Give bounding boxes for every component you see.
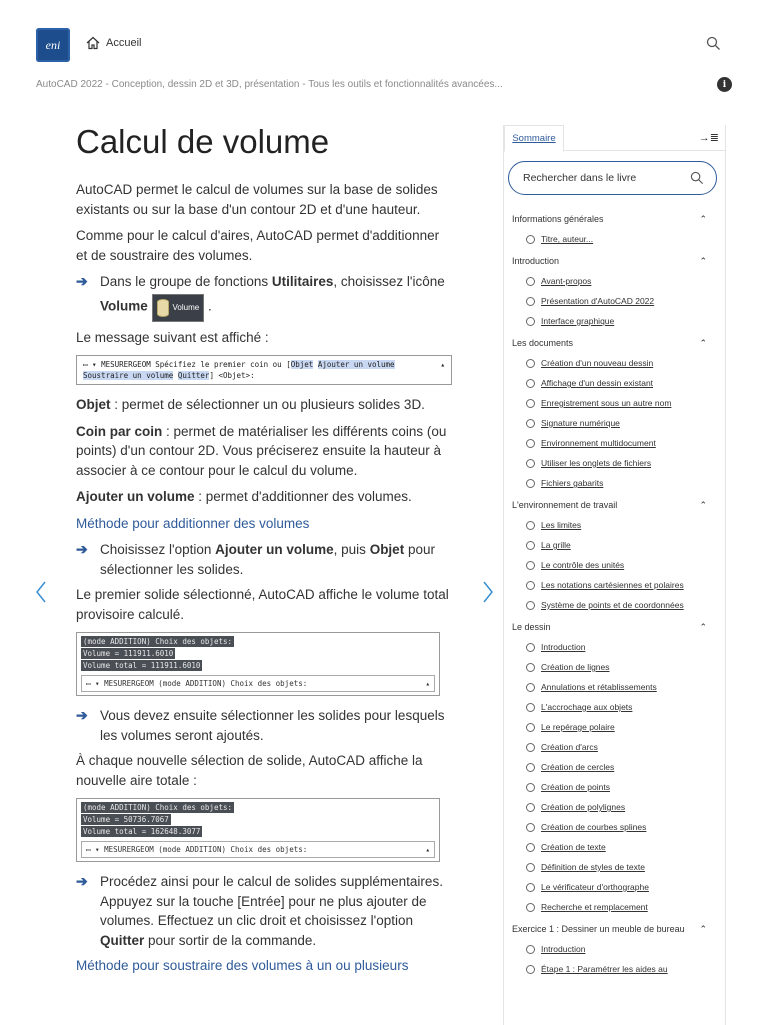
toc-item[interactable] — [504, 535, 725, 555]
toc-item[interactable] — [504, 857, 725, 877]
text: Procédez ainsi pour le calcul de solides supplémentaires. Appuyez sur la touche [Entrée] pour ne plus ajouter de volumes. Effectuez un clic droit et choisissez l'option — [100, 874, 443, 928]
cmd-option: Quitter — [177, 371, 210, 380]
toc-item-label[interactable]: Titre, auteur... — [541, 234, 594, 244]
radio-circle-icon — [526, 663, 535, 672]
cmd-text: MESURERGEOM (mode ADDITION) Choix des objets: — [104, 845, 308, 854]
toc-item-label[interactable]: Recherche et remplacement — [541, 902, 648, 912]
arrow-right-icon: ➔ — [76, 541, 88, 557]
chevron-up-icon[interactable]: ⌃ — [699, 923, 707, 934]
chevron-up-icon[interactable]: ⌃ — [699, 337, 707, 348]
text: . — [207, 298, 212, 314]
chevron-up-icon: ▴ — [425, 845, 430, 854]
table-of-contents — [503, 125, 726, 1025]
toc-item[interactable] — [504, 271, 725, 291]
toc-section-header[interactable] — [504, 919, 725, 939]
command-icon: ▭ ▾ — [86, 845, 105, 854]
toc-item[interactable] — [504, 433, 725, 453]
volume-button-label: Volume — [172, 302, 200, 312]
radio-circle-icon — [526, 479, 535, 488]
collapse-sidebar-icon[interactable]: →≣ — [698, 132, 719, 144]
command-line-screenshot — [76, 355, 452, 385]
cmd-option: Ajouter un volume — [317, 360, 395, 369]
toc-item-label[interactable]: Avant-propos — [541, 276, 592, 286]
cmd-text: MESURERGEOM Spécifiez le premier coin ou [ — [101, 360, 291, 369]
command-bar — [81, 675, 435, 692]
toc-item-label[interactable]: Les notations cartésiennes et polaires — [541, 580, 684, 590]
radio-circle-icon — [526, 561, 535, 570]
text-bold: Ajouter un volume — [76, 489, 195, 504]
toc-section — [504, 919, 725, 979]
toc-item[interactable] — [504, 737, 725, 757]
cmd-text: ] <Objet>: — [209, 371, 255, 380]
radio-circle-icon — [526, 581, 535, 590]
toc-section-title: Exercice 1 : Dessiner un meuble de bureau — [512, 924, 685, 934]
text-bold: Objet — [76, 397, 111, 412]
toc-item[interactable] — [504, 291, 725, 311]
cylinder-icon — [157, 299, 169, 317]
search-icon[interactable] — [690, 171, 704, 185]
toc-section — [504, 333, 725, 493]
text: : permet d'additionner des volumes. — [194, 489, 412, 504]
radio-circle-icon — [526, 803, 535, 812]
chevron-up-icon: ▴ — [425, 679, 430, 688]
text: : permet de matérialiser les différents coins (ou points) d'un contour 2D. Vous préciserez ensuite la hauteur à associer à ce contour pour le calcul du volume. — [76, 423, 447, 478]
text: , puis — [333, 542, 370, 557]
toc-item[interactable] — [504, 311, 725, 331]
radio-circle-icon — [526, 783, 535, 792]
breadcrumb[interactable]: AutoCAD 2022 - Conception, dessin 2D et 3D, présentation - Tous les outils et fonctionnalités avancées... — [36, 79, 503, 90]
toc-item[interactable] — [504, 817, 725, 837]
command-icon: ▭ ▾ — [86, 679, 105, 688]
search-placeholder: Rechercher dans le livre — [523, 172, 637, 184]
text: Dans le groupe de fonctions — [100, 274, 272, 289]
toc-item[interactable] — [504, 373, 725, 393]
terminal-line: Volume total = 162648.3077 — [83, 827, 201, 836]
command-icon: ▭ ▾ — [83, 360, 102, 369]
text-bold: Coin par coin — [76, 423, 163, 439]
chevron-up-icon[interactable]: ⌃ — [699, 255, 707, 266]
toc-section — [504, 209, 725, 249]
toc-item[interactable] — [504, 757, 725, 777]
paragraph — [76, 487, 452, 507]
toc-item-label[interactable]: Affichage d'un dessin existant — [541, 378, 654, 388]
page-title: Calcul de volume — [76, 123, 330, 160]
previous-page-arrow-icon[interactable] — [34, 580, 48, 604]
terminal-line: (mode ADDITION) Choix des objets: — [83, 803, 233, 812]
toc-item-label[interactable]: Interface graphique — [541, 316, 615, 326]
terminal-line: Volume total = 111911.6010 — [83, 661, 201, 670]
toc-item[interactable] — [504, 959, 725, 979]
toc-item[interactable] — [504, 515, 725, 535]
toc-item-label[interactable]: Définition de styles de texte — [541, 862, 645, 872]
toc-item-label[interactable]: Création de polylignes — [541, 802, 626, 812]
radio-circle-icon — [526, 359, 535, 368]
toc-item-label[interactable]: Le vérificateur d'orthographe — [541, 882, 649, 892]
toc-item-label[interactable]: Annulations et rétablissements — [541, 682, 657, 692]
toc-item[interactable] — [504, 393, 725, 413]
radio-circle-icon — [526, 399, 535, 408]
toc-item[interactable] — [504, 657, 725, 677]
radio-circle-icon — [526, 317, 535, 326]
radio-circle-icon — [526, 541, 535, 550]
toc-item-label[interactable]: Création de courbes splines — [541, 822, 647, 832]
toc-section — [504, 495, 725, 615]
toc-item[interactable] — [504, 837, 725, 857]
radio-circle-icon — [526, 945, 535, 954]
text: pour sélectionner les solides. — [100, 542, 435, 577]
section-heading: Méthode pour additionner des volumes — [76, 515, 310, 531]
toc-section — [504, 251, 725, 331]
radio-circle-icon — [526, 297, 535, 306]
toc-tabs — [504, 125, 725, 151]
toc-section-title: Informations générales — [512, 214, 604, 224]
radio-circle-icon — [526, 843, 535, 852]
radio-circle-icon — [526, 883, 535, 892]
text: , choisissez l'icône — [333, 274, 445, 289]
paragraph: À chaque nouvelle sélection de solide, AutoCAD affiche la nouvelle aire totale : — [76, 753, 423, 788]
toc-item-label[interactable]: Environnement multidocument — [541, 438, 656, 448]
text-bold: Objet — [369, 542, 405, 557]
toc-item-label[interactable]: Étape 1 : Paramétrer les aides au — [541, 964, 668, 974]
toc-item-label[interactable]: Les limites — [541, 520, 582, 530]
list-item — [76, 540, 452, 579]
toc-section — [504, 617, 725, 917]
toc-item-label[interactable]: Fichiers gabarits — [541, 478, 604, 488]
toc-section-title: Le dessin — [512, 622, 551, 632]
top-bar — [0, 0, 768, 72]
section-heading: Méthode pour soustraire des volumes à un ou plusieurs — [76, 958, 409, 973]
radio-circle-icon — [526, 703, 535, 712]
toc-item-label[interactable]: Création de points — [541, 782, 610, 792]
chevron-up-icon[interactable]: ⌃ — [699, 213, 707, 224]
toc-item-label[interactable]: Création d'un nouveau dessin — [541, 358, 654, 368]
radio-circle-icon — [526, 439, 535, 448]
command-bar — [81, 841, 435, 858]
radio-circle-icon — [526, 723, 535, 732]
chevron-up-icon[interactable]: ⌃ — [699, 499, 707, 510]
toc-item[interactable] — [504, 555, 725, 575]
paragraph: Comme pour le calcul d'aires, AutoCAD permet d'additionner et de soustraire des volumes. — [76, 228, 440, 263]
radio-circle-icon — [526, 823, 535, 832]
toc-item[interactable] — [504, 717, 725, 737]
toc-list — [504, 209, 725, 979]
toc-item-label[interactable]: Introduction — [541, 642, 586, 652]
radio-circle-icon — [526, 379, 535, 388]
volume-button-image — [152, 294, 205, 322]
radio-circle-icon — [526, 419, 535, 428]
toc-item[interactable] — [504, 797, 725, 817]
toc-item[interactable] — [504, 777, 725, 797]
book-search-input[interactable] — [508, 161, 717, 195]
toc-item-label[interactable]: La grille — [541, 540, 571, 550]
radio-circle-icon — [526, 521, 535, 530]
radio-circle-icon — [526, 459, 535, 468]
radio-circle-icon — [526, 277, 535, 286]
tab-sommaire[interactable]: Sommaire — [504, 125, 564, 152]
toc-item-label[interactable]: Le repérage polaire — [541, 722, 615, 732]
radio-circle-icon — [526, 903, 535, 912]
terminal-line: (mode ADDITION) Choix des objets: — [83, 637, 233, 646]
paragraph: Le premier solide sélectionné, AutoCAD affiche le volume total provisoire calculé. — [76, 587, 449, 622]
toc-section-title: Les documents — [512, 338, 574, 348]
info-icon[interactable]: i — [717, 77, 732, 92]
paragraph — [76, 395, 452, 415]
toc-item[interactable] — [504, 575, 725, 595]
text-bold: Volume — [100, 298, 148, 314]
text: pour sortir de la commande. — [144, 932, 317, 948]
paragraph: AutoCAD permet le calcul de volumes sur la base de solides existants ou sur la base d'un contour 2D et d'une hauteur. — [76, 182, 438, 217]
list-item — [76, 706, 452, 745]
paragraph — [76, 422, 452, 481]
toc-section-title: L'environnement de travail — [512, 500, 618, 510]
toc-item[interactable] — [504, 939, 725, 959]
toc-item[interactable] — [504, 877, 725, 897]
toc-item[interactable] — [504, 413, 725, 433]
toc-item[interactable] — [504, 677, 725, 697]
terminal-screenshot — [76, 798, 440, 862]
text: Vous devez ensuite sélectionner les solides pour lesquels les volumes seront ajoutés. — [100, 708, 445, 743]
radio-circle-icon — [526, 863, 535, 872]
toc-item-label[interactable]: Utiliser les onglets de fichiers — [541, 458, 652, 468]
list-item — [76, 272, 452, 322]
toc-item-label[interactable]: Signature numérique — [541, 418, 620, 428]
toc-item[interactable] — [504, 473, 725, 493]
terminal-line: Volume = 111911.6010 — [83, 649, 174, 658]
radio-circle-icon — [526, 235, 535, 244]
arrow-right-icon: ➔ — [76, 273, 88, 289]
toc-section-title: Introduction — [512, 256, 560, 266]
text: Choisissez l'option — [100, 542, 216, 557]
text-bold: Quitter — [100, 932, 145, 948]
toc-item-label[interactable]: Introduction — [541, 944, 586, 954]
toc-item[interactable] — [504, 697, 725, 717]
toc-item-label[interactable]: Le contrôle des unités — [541, 560, 625, 570]
toc-section-header[interactable] — [504, 495, 725, 515]
toc-item-label[interactable]: Enregistrement sous un autre nom — [541, 398, 672, 408]
toc-item-label[interactable]: Système de points et de coordonnées — [541, 600, 684, 610]
toc-section-header[interactable] — [504, 209, 725, 229]
next-page-arrow-icon[interactable] — [481, 580, 495, 604]
arrow-right-icon: ➔ — [76, 873, 88, 889]
chevron-up-icon[interactable]: ⌃ — [699, 621, 707, 632]
radio-circle-icon — [526, 965, 535, 974]
toc-item-label[interactable]: Création d'arcs — [541, 742, 598, 752]
text: : permet de sélectionner un ou plusieurs solides 3D. — [110, 397, 425, 412]
cmd-text: MESURERGEOM (mode ADDITION) Choix des objets: — [104, 679, 308, 688]
toc-item[interactable] — [504, 595, 725, 615]
article-content — [76, 120, 452, 983]
toc-item[interactable] — [504, 637, 725, 657]
text-bold: Utilitaires — [271, 274, 334, 289]
home-label: Accueil — [106, 37, 142, 49]
eni-logo[interactable]: eni — [36, 28, 70, 62]
radio-circle-icon — [526, 743, 535, 752]
toc-item-label[interactable]: Création de texte — [541, 842, 606, 852]
toc-item-label[interactable]: L'accrochage aux objets — [541, 702, 633, 712]
toc-item-label[interactable]: Présentation d'AutoCAD 2022 — [541, 296, 655, 306]
cmd-option: Objet — [290, 360, 314, 369]
toc-item-label[interactable]: Création de cercles — [541, 762, 615, 772]
toc-item[interactable] — [504, 897, 725, 917]
home-link[interactable] — [86, 36, 141, 50]
home-icon — [86, 36, 100, 50]
toc-item[interactable] — [504, 229, 725, 249]
list-item — [76, 872, 452, 950]
cmd-option: Soustraire un volume — [83, 371, 174, 380]
toc-section-header[interactable] — [504, 251, 725, 271]
toc-section-header[interactable] — [504, 617, 725, 637]
toc-item[interactable] — [504, 453, 725, 473]
radio-circle-icon — [526, 643, 535, 652]
terminal-line: Volume = 50736.7067 — [83, 815, 169, 824]
search-icon[interactable] — [706, 36, 721, 51]
toc-section-header[interactable] — [504, 333, 725, 353]
paragraph: Le message suivant est affiché : — [76, 329, 269, 345]
text-bold: Ajouter un volume — [215, 542, 334, 557]
radio-circle-icon — [526, 763, 535, 772]
arrow-right-icon: ➔ — [76, 707, 88, 723]
radio-circle-icon — [526, 601, 535, 610]
chevron-up-icon: ▴ — [440, 360, 445, 369]
toc-item-label[interactable]: Création de lignes — [541, 662, 610, 672]
toc-item[interactable] — [504, 353, 725, 373]
radio-circle-icon — [526, 683, 535, 692]
terminal-screenshot — [76, 632, 440, 696]
